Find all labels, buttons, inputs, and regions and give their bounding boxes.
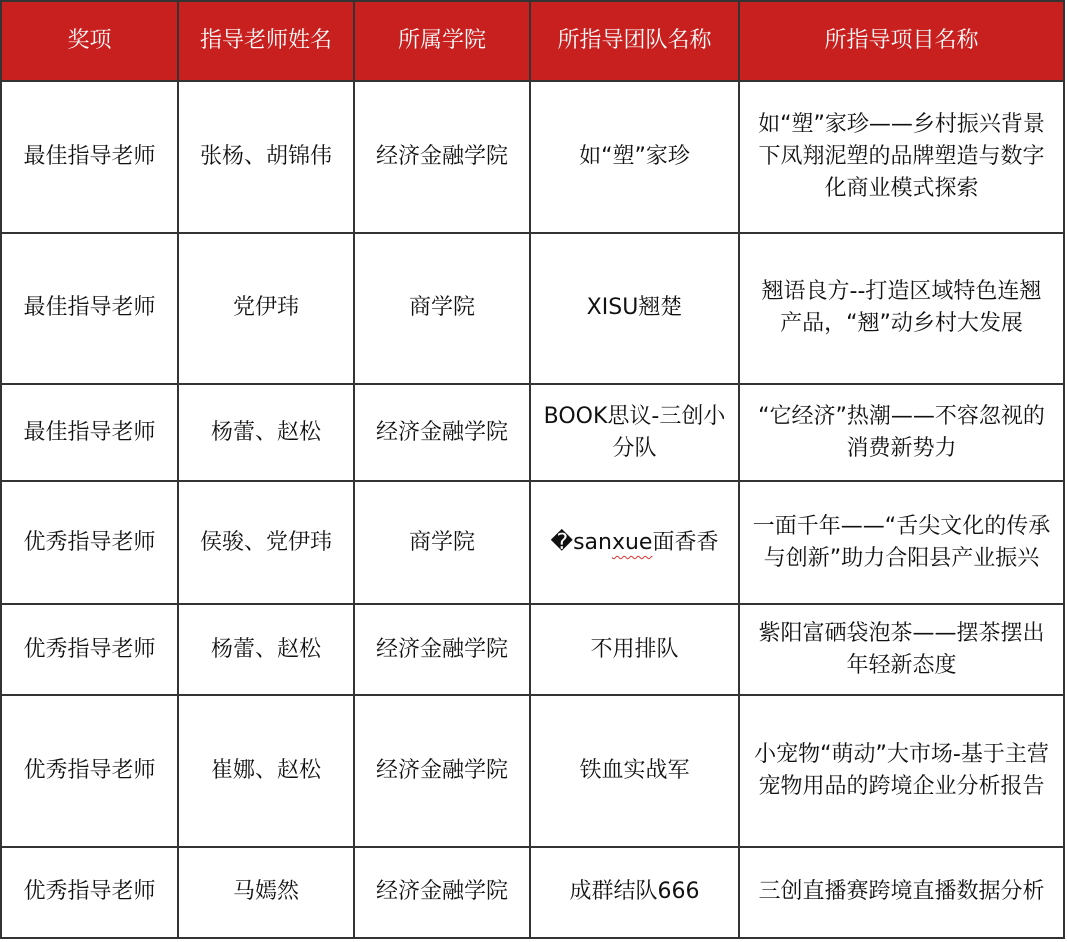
cell-project: 一面千年——“舌尖文化的传承与创新”助力合阳县产业振兴 [739, 481, 1064, 604]
cell-college: 商学院 [354, 233, 530, 385]
cell-college: 经济金融学院 [354, 81, 530, 233]
cell-college: 经济金融学院 [354, 384, 530, 481]
team-name-prefix: �san [550, 529, 612, 555]
header-team: 所指导团队名称 [530, 1, 739, 81]
header-college: 所属学院 [354, 1, 530, 81]
table-row [1, 384, 1064, 481]
cell-team [530, 481, 739, 604]
cell-project: 紫阳富硒袋泡茶——摆茶摆出年轻新态度 [739, 604, 1064, 695]
cell-project: 小宠物“萌动”大市场-基于主营宠物用品的跨境企业分析报告 [739, 695, 1064, 847]
cell-team: 成群结队666 [530, 847, 739, 938]
cell-team: 铁血实战军 [530, 695, 739, 847]
cell-award: 最佳指导老师 [1, 81, 178, 233]
cell-college: 经济金融学院 [354, 604, 530, 695]
cell-teacher: 党伊玮 [178, 233, 354, 385]
cell-college: 经济金融学院 [354, 695, 530, 847]
cell-team: 不用排队 [530, 604, 739, 695]
cell-team: BOOK思议-三创小分队 [530, 384, 739, 481]
header-award: 奖项 [1, 1, 178, 81]
spellcheck-marked-word: xue [611, 529, 653, 555]
cell-award: 最佳指导老师 [1, 384, 178, 481]
cell-college: 商学院 [354, 481, 530, 604]
table-row [1, 481, 1064, 604]
cell-award: 最佳指导老师 [1, 233, 178, 385]
table-row [1, 604, 1064, 695]
table-row [1, 233, 1064, 385]
cell-award: 优秀指导老师 [1, 695, 178, 847]
team-name-suffix: 面香香 [652, 529, 719, 555]
cell-teacher: 张杨、胡锦伟 [178, 81, 354, 233]
header-project: 所指导项目名称 [739, 1, 1064, 81]
cell-project: 如“塑”家珍——乡村振兴背景下凤翔泥塑的品牌塑造与数字化商业模式探索 [739, 81, 1064, 233]
table-row [1, 847, 1064, 938]
cell-teacher: 马嫣然 [178, 847, 354, 938]
cell-team: 如“塑”家珍 [530, 81, 739, 233]
cell-teacher: 杨蕾、赵松 [178, 384, 354, 481]
cell-teacher: 侯骏、党伊玮 [178, 481, 354, 604]
table-row [1, 81, 1064, 233]
cell-project: 翘语良方--打造区域特色连翘产品，“翘”动乡村大发展 [739, 233, 1064, 385]
cell-college: 经济金融学院 [354, 847, 530, 938]
header-teacher: 指导老师姓名 [178, 1, 354, 81]
cell-teacher: 杨蕾、赵松 [178, 604, 354, 695]
cell-teacher: 崔娜、赵松 [178, 695, 354, 847]
cell-project: 三创直播赛跨境直播数据分析 [739, 847, 1064, 938]
cell-project: “它经济”热潮——不容忽视的消费新势力 [739, 384, 1064, 481]
cell-award: 优秀指导老师 [1, 604, 178, 695]
cell-team: XISU翘楚 [530, 233, 739, 385]
header-row [1, 1, 1064, 81]
cell-award: 优秀指导老师 [1, 847, 178, 938]
cell-award: 优秀指导老师 [1, 481, 178, 604]
table-row [1, 695, 1064, 847]
